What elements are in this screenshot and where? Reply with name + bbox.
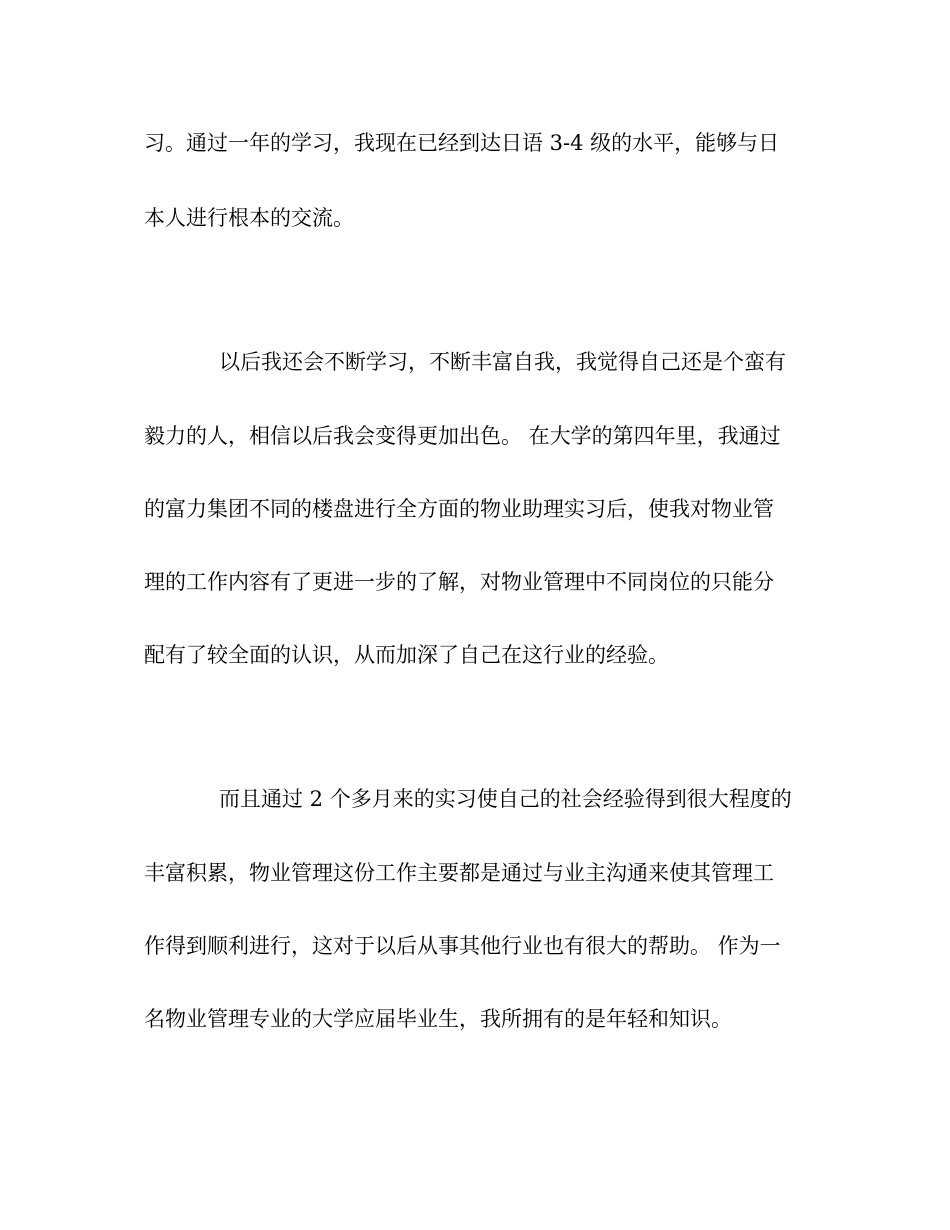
text-line: 名物业管理专业的大学应届毕业生，我所拥有的是年轻和知识。	[144, 1007, 732, 1031]
text-line: 习。通过一年的学习，我现在已经到达日语 3-4 级的水平，能够与日	[144, 131, 780, 155]
text-line: 的富力集团不同的楼盘进行全方面的物业助理实习后，使我对物业管	[144, 497, 774, 521]
text-line: 以后我还会不断学习，不断丰富自我，我觉得自己还是个蛮有	[219, 350, 786, 374]
text-line: 毅力的人，相信以后我会变得更加出色。 在大学的第四年里，我通过	[144, 424, 781, 448]
text-line: 丰富积累，物业管理这份工作主要都是通过与业主沟通来使其管理工	[144, 861, 774, 885]
text-line: 理的工作内容有了更进一步的了解，对物业管理中不同岗位的只能分	[144, 570, 774, 594]
text-line: 本人进行根本的交流。	[144, 206, 354, 230]
text-line: 而且通过 2 个多月来的实习使自己的社会经验得到很大程度的	[219, 787, 792, 811]
text-line: 配有了较全面的认识，从而加深了自己在这行业的经验。	[144, 643, 669, 667]
text-line: 作得到顺利进行，这对于以后从事其他行业也有很大的帮助。 作为一	[144, 934, 781, 958]
